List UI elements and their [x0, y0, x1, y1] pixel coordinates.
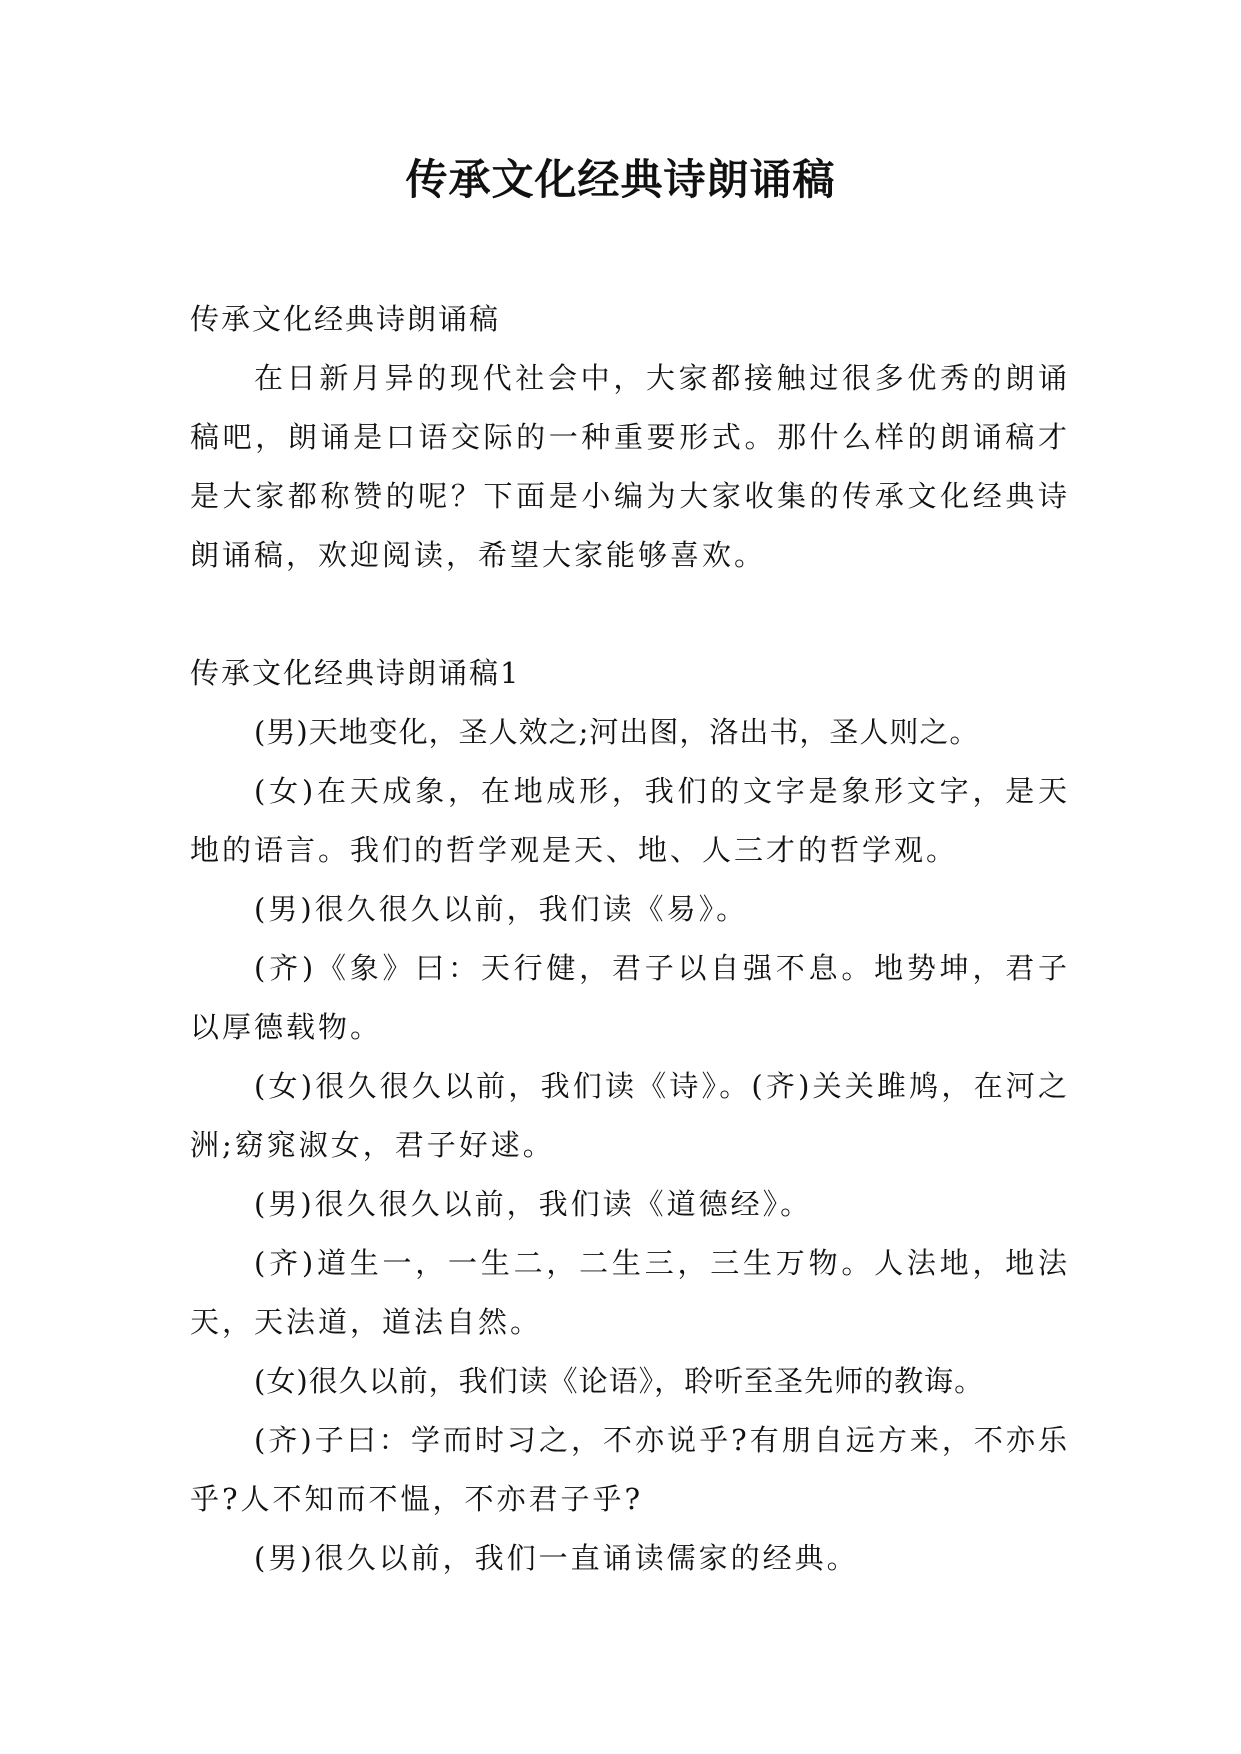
section-heading: 传承文化经典诗朗诵稿1	[190, 656, 521, 690]
recitation-line: (齐)道生一，一生二，二生三，三生万物。人法地，地法天，天法道，道法自然。	[190, 1246, 1070, 1339]
recitation-line: (齐)子曰：学而时习之，不亦说乎?有朋自远方来，不亦乐乎?人不知而不愠，不亦君子乎?	[190, 1423, 1070, 1516]
intro-heading: 传承文化经典诗朗诵稿	[190, 302, 501, 336]
recitation-line: (齐)《象》曰：天行健，君子以自强不息。地势坤，君子以厚德载物。	[190, 951, 1070, 1044]
recitation-line: (男)很久以前，我们一直诵读儒家的经典。	[254, 1541, 859, 1575]
document-title: 传承文化经典诗朗诵稿	[405, 155, 836, 204]
recitation-line: (男)很久很久以前，我们读《易》。	[254, 892, 749, 926]
intro-paragraph: 在日新月异的现代社会中，大家都接触过很多优秀的朗诵稿吧，朗诵是口语交际的一种重要形式。那什么样的朗诵稿才是大家都称赞的呢？下面是小编为大家收集的传承文化经典诗朗诵稿，欢迎阅读，希望大家能够喜欢。	[190, 361, 1070, 572]
recitation-line: (女)很久以前，我们读《论语》，聆听至圣先师的教诲。	[254, 1364, 985, 1398]
recitation-line: (男)天地变化，圣人效之;河出图，洛出书，圣人则之。	[254, 715, 980, 749]
recitation-line: (男)很久很久以前，我们读《道德经》。	[254, 1187, 813, 1221]
recitation-line: (女)在天成象，在地成形，我们的文字是象形文字，是天地的语言。我们的哲学观是天、地、人三才的哲学观。	[190, 774, 1070, 867]
recitation-line: (女)很久很久以前，我们读《诗》。(齐)关关雎鸠，在河之洲;窈窕淑女，君子好逑。	[190, 1069, 1070, 1162]
document-body	[190, 290, 1070, 1588]
section-spacer	[190, 585, 1070, 644]
